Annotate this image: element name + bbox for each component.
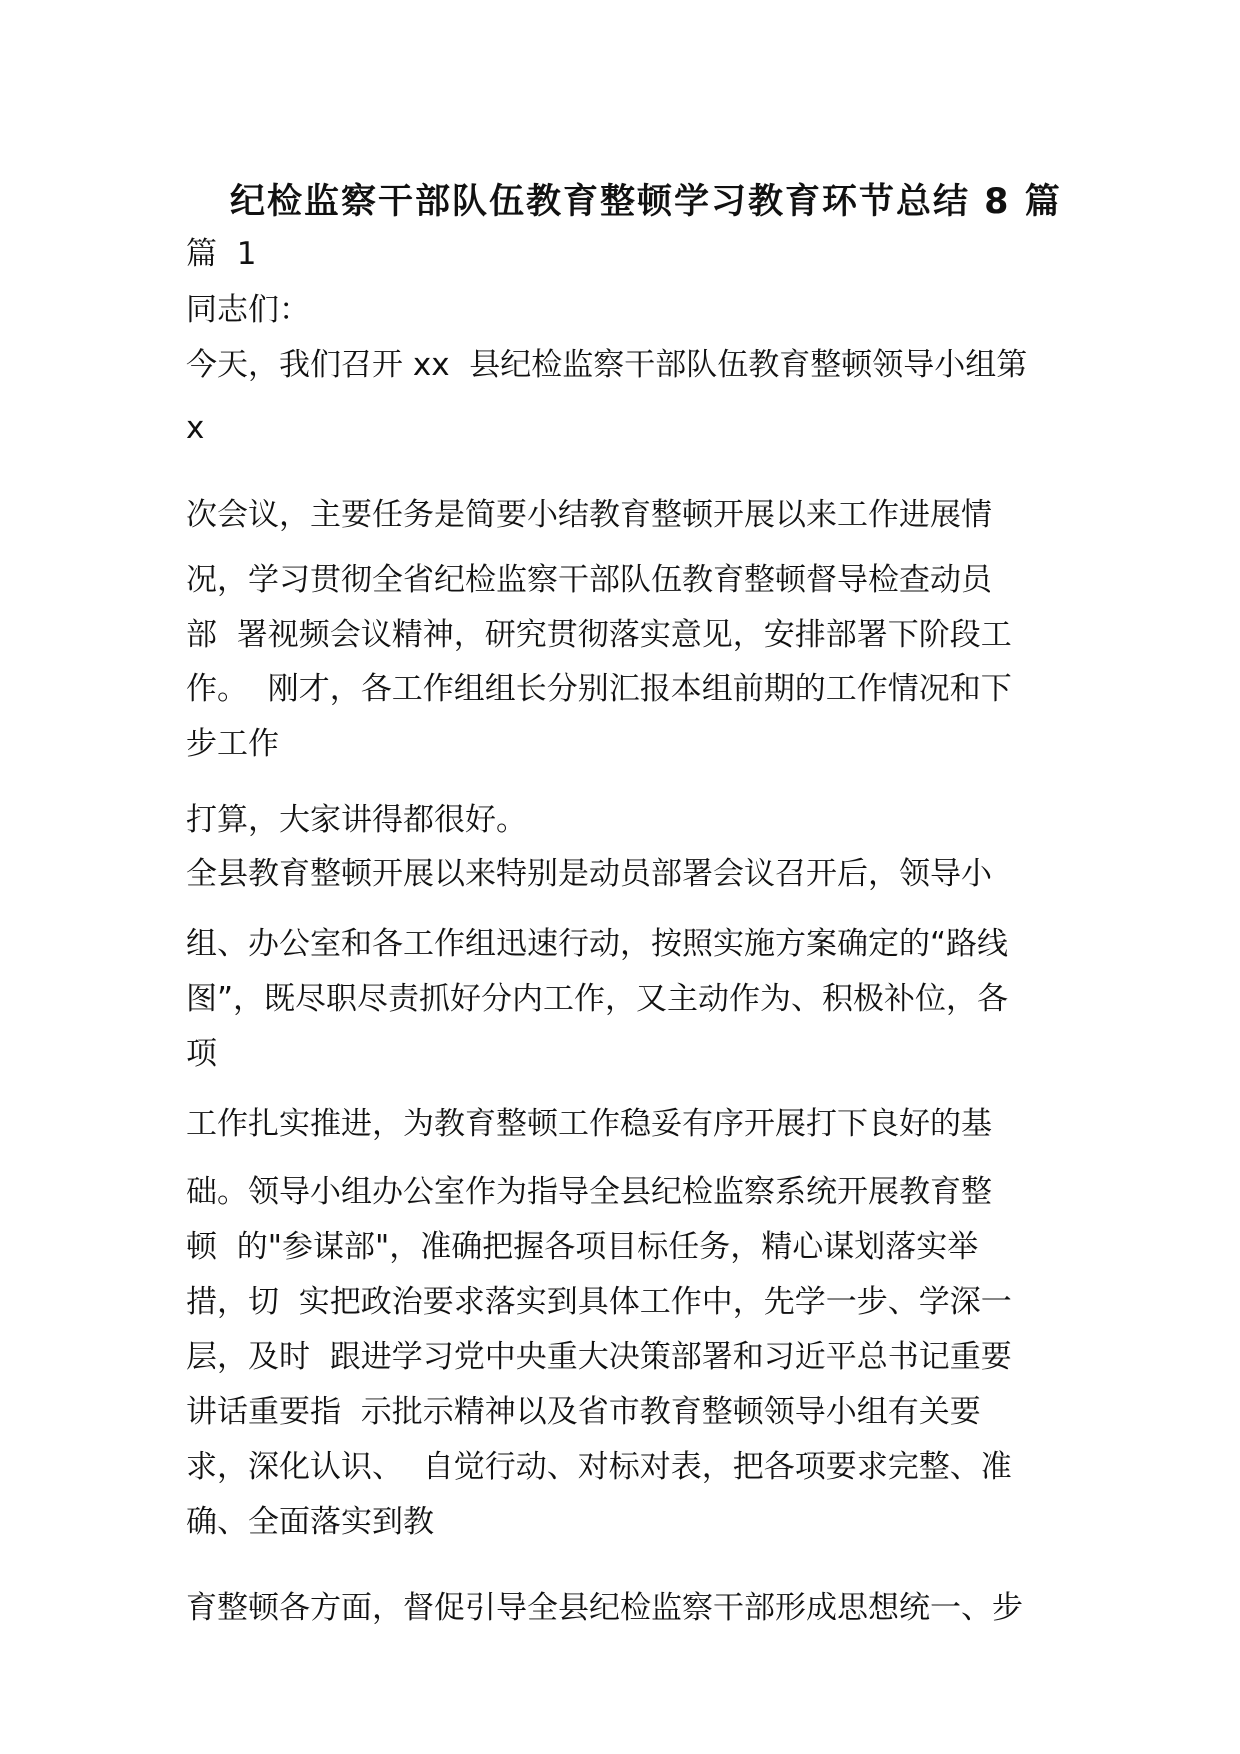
text-line: 同志们： [186, 292, 310, 328]
text-line: 项 [186, 1036, 217, 1072]
text-line: 部 署视频会议精神，研究贯彻落实意见，安排部署下阶段工 [186, 617, 1012, 653]
text-line: 求，深化认识、 自觉行动、对标对表，把各项要求完整、准 [186, 1449, 1012, 1485]
text-line: 篇 1 [186, 236, 257, 272]
text-line: 层，及时 跟进学习党中央重大决策部署和习近平总书记重要 [186, 1339, 1012, 1375]
text-line: 确、全面落实到教 [186, 1504, 434, 1540]
text-line: 顿 的"参谋部"，准确把握各项目标任务，精心谋划落实举 [186, 1229, 979, 1265]
text-line: 组、办公室和各工作组迅速行动，按照实施方案确定的“路线 [186, 926, 1009, 962]
text-line: x [186, 410, 205, 446]
text-line: 今天，我们召开 xx 县纪检监察干部队伍教育整顿领导小组第 [186, 347, 1028, 383]
document-title: 纪检监察干部队伍教育整顿学习教育环节总结 8 篇 [230, 182, 1062, 222]
text-line: 全县教育整顿开展以来特别是动员部署会议召开后，领导小 [186, 856, 992, 892]
text-line: 步工作 [186, 726, 279, 762]
text-line: 作。 刚才，各工作组组长分别汇报本组前期的工作情况和下 [186, 671, 1012, 707]
text-line: 础。领导小组办公室作为指导全县纪检监察系统开展教育整 [186, 1174, 992, 1210]
text-line: 育整顿各方面，督促引导全县纪检监察干部形成思想统一、步 [186, 1590, 1023, 1626]
text-line: 图”，既尽职尽责抓好分内工作，又主动作为、积极补位，各 [186, 981, 1009, 1017]
text-line: 况，学习贯彻全省纪检监察干部队伍教育整顿督导检查动员 [186, 562, 992, 598]
text-line: 打算，大家讲得都很好。 [186, 802, 527, 838]
text-line: 次会议，主要任务是简要小结教育整顿开展以来工作进展情 [186, 497, 992, 533]
text-line: 讲话重要指 示批示精神以及省市教育整顿领导小组有关要 [186, 1394, 981, 1430]
text-line: 工作扎实推进，为教育整顿工作稳妥有序开展打下良好的基 [186, 1106, 992, 1142]
text-line: 措，切 实把政治要求落实到具体工作中，先学一步、学深一 [186, 1284, 1012, 1320]
